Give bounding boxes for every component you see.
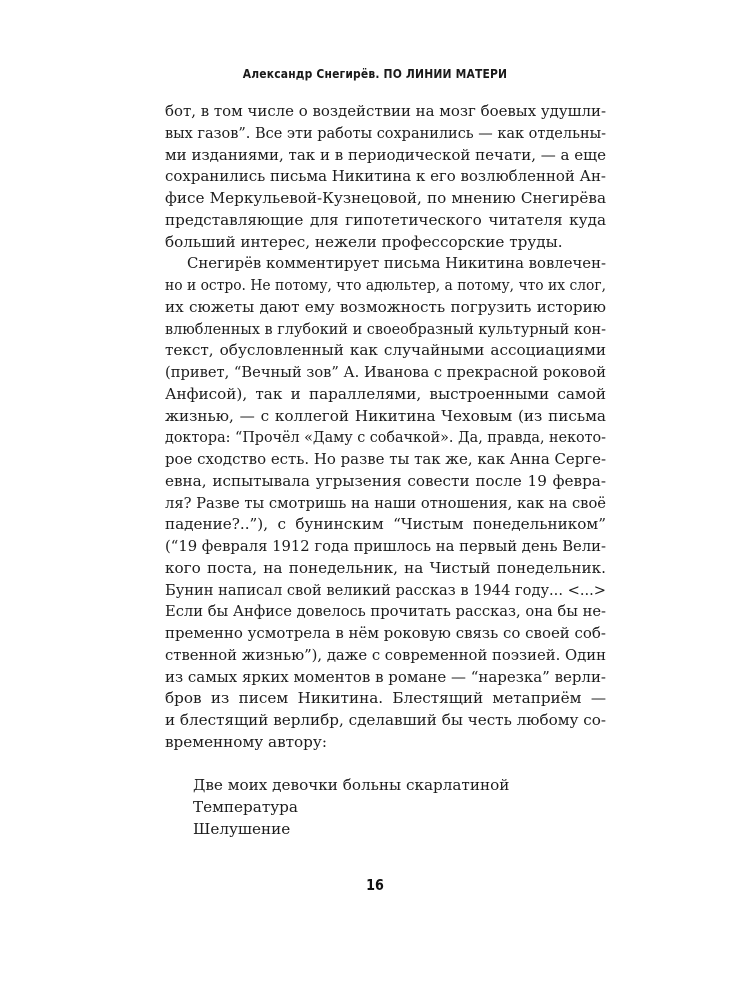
text-line: текст, обусловленный как случайными ассоциациями	[165, 341, 606, 360]
text-line: пременно усмотрела в нём роковую связь со своей соб-	[165, 624, 607, 642]
text-line: (привет, “Вечный зов” А. Иванова с прекрасной роковой	[165, 363, 606, 381]
text-line: Если бы Анфисе довелось прочитать рассказ, она бы не-	[165, 602, 606, 621]
page-number: 16	[366, 876, 384, 894]
text-line: сохранились письма Никитина к его возлюбленной Ан-	[165, 167, 606, 186]
text-line: но и остро. Не потому, что адюльтер, а потому, что их слог,	[165, 276, 607, 294]
poem-line: Две моих девочки больны скарлатиной	[193, 776, 510, 795]
text-line: ля? Разве ты смотришь на наши отношения, как на своё	[165, 493, 606, 512]
text-line: временному автору:	[165, 732, 327, 751]
text-line: ственной жизнью”), даже с современной поэзией. Один	[165, 645, 606, 664]
text-line: Анфисой), так и параллелями, выстроенными самой	[165, 384, 606, 403]
text-line: представляющие для гипотетического читателя куда	[165, 210, 606, 229]
paragraph	[165, 253, 606, 753]
text-line: жизнью, — с коллегой Никитина Чеховым (из письма	[165, 406, 606, 425]
text-line: бров из писем Никитина. Блестящий метаприём —	[165, 689, 606, 708]
poem-quote	[165, 775, 606, 840]
text-line: кого поста, на понедельник, на Чистый понедельник.	[165, 558, 606, 577]
text-line: влюбленных в глубокий и своеобразный культурный кон-	[165, 319, 607, 338]
text-line: фисе Меркульевой-Кузнецовой, по мнению Снегирёва	[165, 189, 606, 207]
body-text	[165, 101, 606, 841]
paragraphs	[165, 101, 606, 754]
running-head: Александр Снегирёв. ПО ЛИНИИ МАТЕРИ	[242, 66, 508, 81]
poem-line: Температура	[193, 798, 298, 816]
text-line: их сюжеты дают ему возможность погрузить историю	[165, 297, 606, 316]
text-line: ми изданиями, так и в периодической печати, — а еще	[165, 145, 606, 164]
text-line: доктора: “Прочёл «Даму с собачкой». Да, правда, некото-	[165, 428, 607, 447]
poem-line: Шелушение	[193, 819, 291, 838]
text-line: падение?..”), с бунинским “Чистым понедельником”	[165, 515, 606, 534]
text-line: (“19 февраля 1912 года пришлось на первый день Вели-	[165, 537, 607, 555]
text-line: вых газов”. Все эти работы сохранились — как отдельны-	[165, 123, 606, 142]
text-line: Снегирёв комментирует письма Никитина вовлечен-	[187, 254, 606, 273]
paragraph	[165, 101, 606, 253]
text-line: бот, в том числе о воздействии на мозг боевых удушли-	[165, 102, 606, 120]
text-line: евна, испытывала угрызения совести после 19 февра-	[165, 471, 606, 490]
text-line: больший интерес, нежели профессорские труды.	[165, 232, 563, 251]
text-line: и блестящий верлибр, сделавший бы честь любому со-	[165, 711, 606, 729]
text-line: Бунин написал свой великий рассказ в 1944 году... <...>	[165, 580, 607, 599]
text-line: из самых ярких моментов в романе — “нарезка” верли-	[165, 667, 606, 686]
text-line: рое сходство есть. Но разве ты так же, как Анна Серге-	[165, 450, 607, 468]
